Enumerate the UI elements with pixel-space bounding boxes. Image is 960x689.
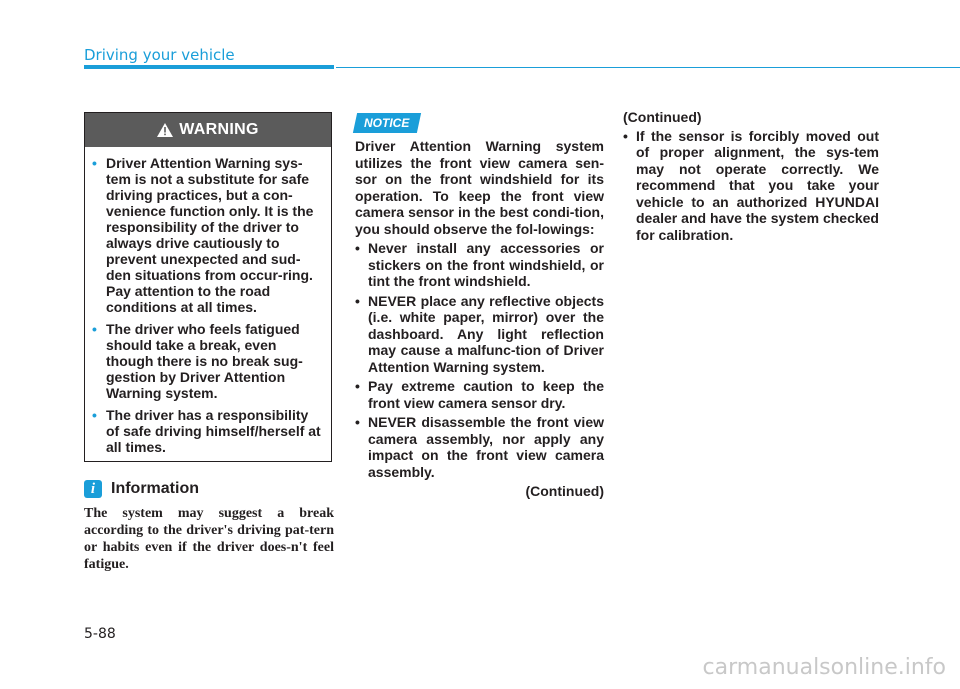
warning-item: • The driver who feels fatigued should take a break, even though there is no break sug-gestion by Driver Attention Warning system. [98, 321, 323, 401]
continued-heading: (Continued) [623, 109, 702, 125]
watermark: carmanualsonline.info [702, 655, 946, 680]
page-number: 5-88 [84, 626, 116, 642]
header-rule-thick [84, 65, 334, 69]
right-bullets [623, 128, 879, 244]
section-title: Driving your vehicle [84, 46, 235, 64]
information-title: Information [111, 480, 199, 497]
warning-header [85, 113, 331, 147]
warning-item: • Driver Attention Warning sys-tem is not a substitute for safe driving practices, but a con-venience function only. It is the responsibility of the driver to always drive cautiously to prevent unexpected and sud-den situations from occur-ring. Pay attention to the road conditions at all times. [98, 155, 323, 315]
info-icon: i [84, 480, 102, 498]
right-bullet: • If the sensor is forcibly moved out of proper alignment, the sys-tem may not operate correctly. We recommend that you take your vehicle to an authorized HYUNDAI dealer and have the system checked for calibration. [623, 128, 879, 244]
notice-bullet: • Pay extreme caution to keep the front view camera sensor dry. [355, 378, 604, 411]
right-column [623, 109, 879, 246]
notice-bullet: • Never install any accessories or stickers on the front windshield, or tint the front windshield. [355, 240, 604, 290]
notice-intro: Driver Attention Warning system utilizes the front view camera sen-sor on the front windshield for its operation. To keep the front view camera sensor in the best condi-tion, you should observe the fol-lowings: [355, 138, 604, 237]
notice-bullet: • NEVER disassemble the front view camera assembly, nor apply any impact on the front view camera assembly. [355, 414, 604, 480]
warning-item: • The driver has a responsibility of safe driving himself/herself at all times. [98, 407, 323, 455]
notice-bullet: • NEVER place any reflective objects (i.e. white paper, mirror) over the dashboard. Any light reflection may cause a malfunc-tion of Driver Attention Warning system. [355, 293, 604, 376]
header-rule-thin [336, 67, 960, 68]
warning-box [84, 112, 332, 462]
notice-badge-label: NOTICE [364, 116, 410, 130]
information-body: The system may suggest a break according to the driver's driving pat-tern or habits even if the driver does-n't feel fatigue. [84, 506, 334, 572]
notice-bullets [355, 240, 604, 480]
notice-column [355, 138, 604, 500]
information-heading [84, 480, 199, 498]
notice-badge [353, 113, 421, 133]
continued-label: (Continued) [525, 483, 604, 499]
warning-title: WARNING [179, 121, 259, 138]
warning-triangle-icon [157, 123, 173, 137]
warning-list [85, 147, 331, 455]
